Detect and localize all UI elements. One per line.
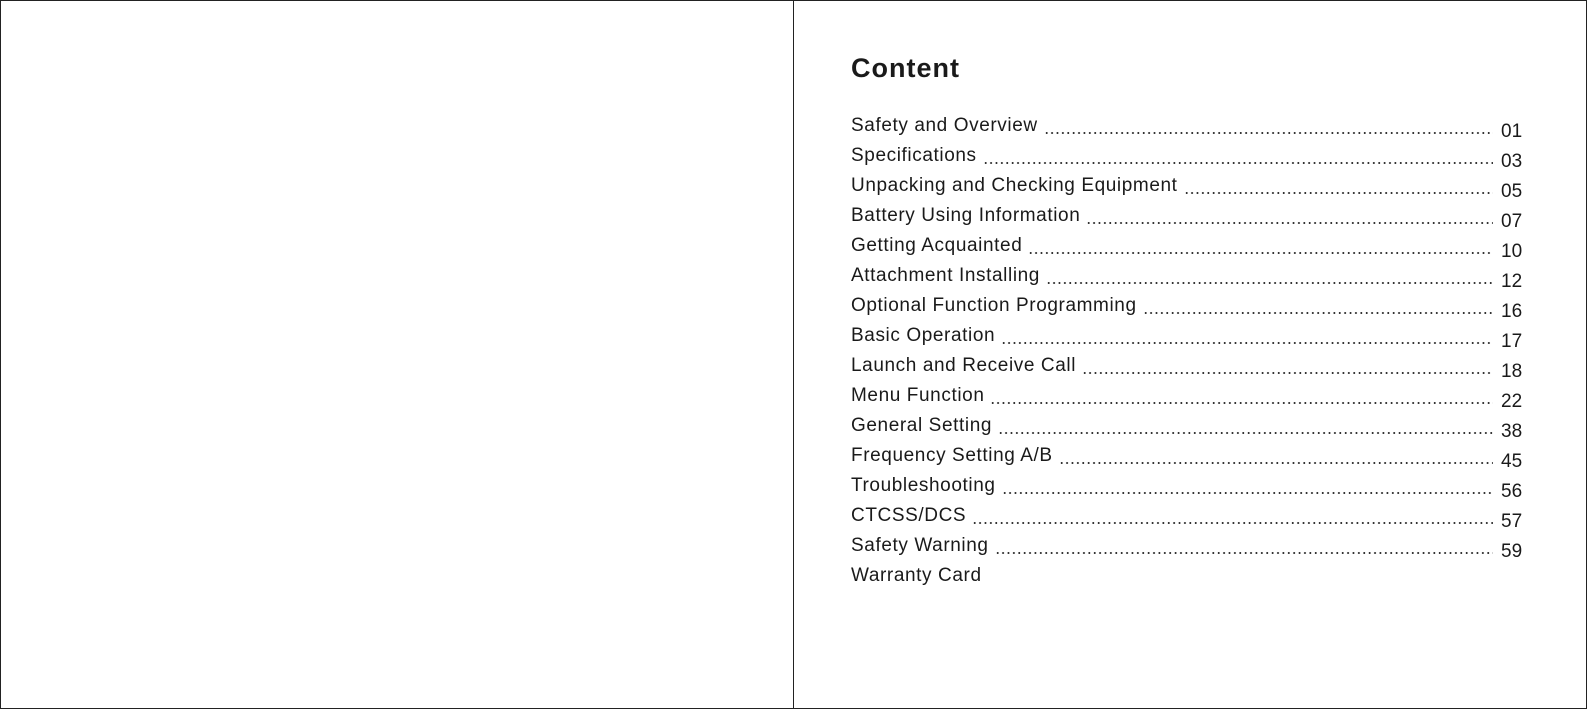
toc-entry-page: 03 bbox=[1501, 151, 1523, 172]
toc-entry-label: CTCSS/DCS bbox=[851, 505, 967, 526]
toc-entry-label: Specifications bbox=[851, 145, 977, 166]
toc-entry-label: Warranty Card bbox=[851, 565, 982, 586]
dot-leader bbox=[995, 551, 1493, 555]
toc-entry[interactable] bbox=[851, 294, 1527, 324]
dot-leader bbox=[1002, 491, 1493, 495]
toc-entry-label: Launch and Receive Call bbox=[851, 355, 1077, 376]
dot-leader bbox=[1143, 311, 1493, 315]
dot-leader bbox=[1001, 341, 1493, 345]
toc-entry[interactable] bbox=[851, 204, 1527, 234]
contents-page bbox=[794, 1, 1586, 708]
toc-entry[interactable] bbox=[851, 384, 1527, 414]
toc-entry-label: General Setting bbox=[851, 415, 993, 436]
toc-entry-page: 16 bbox=[1501, 301, 1523, 322]
toc-entry-page: 01 bbox=[1501, 121, 1523, 142]
toc-entry-label: Basic Operation bbox=[851, 325, 996, 346]
dot-leader bbox=[1059, 461, 1493, 465]
toc-entry[interactable] bbox=[851, 504, 1527, 534]
toc-entry[interactable] bbox=[851, 234, 1527, 264]
toc-entry[interactable] bbox=[851, 324, 1527, 354]
toc-entry-label: Menu Function bbox=[851, 385, 985, 406]
toc-entry-label: Getting Acquainted bbox=[851, 235, 1023, 256]
toc-entry-page: 59 bbox=[1501, 541, 1523, 562]
toc-entry-page: 12 bbox=[1501, 271, 1523, 292]
dot-leader bbox=[1044, 131, 1493, 135]
toc-entry-label: Safety and Overview bbox=[851, 115, 1038, 136]
toc-entry-label: Safety Warning bbox=[851, 535, 989, 556]
toc-entry-page: 10 bbox=[1501, 241, 1523, 262]
toc-entry[interactable] bbox=[851, 144, 1527, 174]
dot-leader bbox=[1184, 191, 1493, 195]
blank-left-page bbox=[1, 1, 793, 708]
dot-leader bbox=[1086, 221, 1493, 225]
toc-entry[interactable] bbox=[851, 354, 1527, 384]
toc-entry-label: Troubleshooting bbox=[851, 475, 996, 496]
toc-entry-label: Unpacking and Checking Equipment bbox=[851, 175, 1178, 196]
dot-leader bbox=[990, 401, 1493, 405]
toc-entry[interactable] bbox=[851, 564, 1527, 594]
toc-entry[interactable] bbox=[851, 414, 1527, 444]
toc-entry-page: 07 bbox=[1501, 211, 1523, 232]
toc-entry[interactable] bbox=[851, 474, 1527, 504]
dot-leader bbox=[1046, 281, 1493, 285]
toc-entry-page: 56 bbox=[1501, 481, 1523, 502]
toc-entry-page: 57 bbox=[1501, 511, 1523, 532]
dot-leader bbox=[1082, 371, 1493, 375]
toc-entry[interactable] bbox=[851, 114, 1527, 144]
toc-entry-page: 18 bbox=[1501, 361, 1523, 382]
toc-entry-page: 05 bbox=[1501, 181, 1523, 202]
dot-leader bbox=[983, 161, 1493, 165]
toc-entry[interactable] bbox=[851, 174, 1527, 204]
toc-entry[interactable] bbox=[851, 444, 1527, 474]
toc-entry-page: 38 bbox=[1501, 421, 1523, 442]
toc-entry[interactable] bbox=[851, 534, 1527, 564]
toc-entry-label: Attachment Installing bbox=[851, 265, 1040, 286]
toc-entry-label: Frequency Setting A/B bbox=[851, 445, 1053, 466]
page-title: Content bbox=[851, 53, 960, 83]
dot-leader bbox=[972, 521, 1493, 525]
toc-entry-page: 17 bbox=[1501, 331, 1523, 352]
dot-leader bbox=[998, 431, 1493, 435]
dot-leader bbox=[1028, 251, 1493, 255]
toc-entry-label: Battery Using Information bbox=[851, 205, 1081, 226]
toc-entry-page: 45 bbox=[1501, 451, 1523, 472]
toc-entry[interactable] bbox=[851, 264, 1527, 294]
toc-entry-label: Optional Function Programming bbox=[851, 295, 1137, 316]
toc-entry-page: 22 bbox=[1501, 391, 1523, 412]
table-of-contents bbox=[851, 114, 1527, 594]
